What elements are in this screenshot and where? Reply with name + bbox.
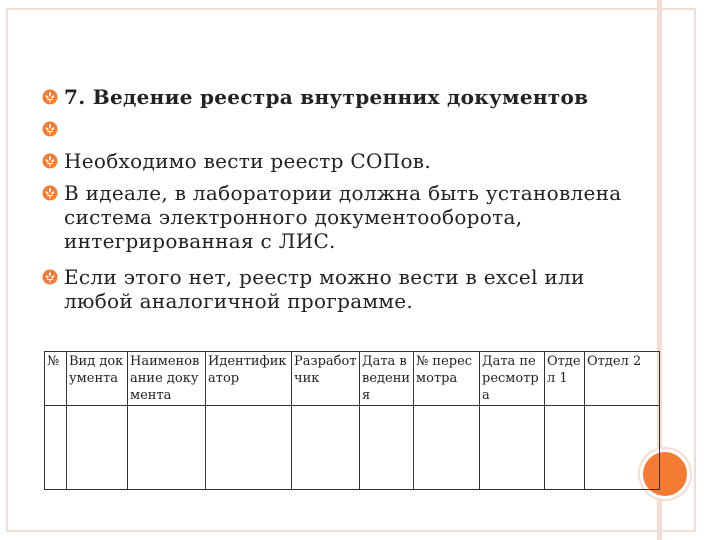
- column-header: Дата пересмотра: [480, 352, 545, 406]
- table-cell[interactable]: [292, 406, 360, 490]
- column-header: Идентификатор: [206, 352, 292, 406]
- table-header-row: [45, 352, 660, 406]
- column-header: Отдел 2: [585, 352, 660, 406]
- table-cell[interactable]: [414, 406, 480, 490]
- column-header: Вид документа: [67, 352, 128, 406]
- table-cell[interactable]: [360, 406, 414, 490]
- table-cell[interactable]: [545, 406, 585, 490]
- document-registry-table: [44, 351, 660, 490]
- table-cell[interactable]: [206, 406, 292, 490]
- table-row: [45, 406, 660, 490]
- bullet-item: [42, 149, 431, 173]
- column-header: Дата введения: [360, 352, 414, 406]
- bullet-item: [42, 181, 622, 253]
- bullet-item: [42, 265, 585, 313]
- bullet-item-title: [42, 85, 588, 109]
- column-header: Разработчик: [292, 352, 360, 406]
- table-cell[interactable]: [128, 406, 206, 490]
- bullet-item-empty: [42, 117, 64, 141]
- fleur-de-lis-icon: [42, 265, 64, 289]
- table-cell[interactable]: [45, 406, 67, 490]
- table-cell[interactable]: [585, 406, 660, 490]
- table-cell[interactable]: [67, 406, 128, 490]
- bullet-text: Если этого нет, реестр можно вести в excel или любой аналогичной программе.: [64, 265, 585, 313]
- fleur-de-lis-icon: [42, 117, 64, 141]
- fleur-de-lis-icon: [42, 85, 64, 109]
- column-header: №: [45, 352, 67, 406]
- table-cell[interactable]: [480, 406, 545, 490]
- column-header: № пересмотра: [414, 352, 480, 406]
- column-header: Отдел 1: [545, 352, 585, 406]
- fleur-de-lis-icon: [42, 149, 64, 173]
- fleur-de-lis-icon: [42, 181, 64, 205]
- bullet-text: 7. Ведение реестра внутренних документов: [64, 85, 589, 109]
- column-header: Наименование документа: [128, 352, 206, 406]
- bullet-text: В идеале, в лаборатории должна быть установлена система электронного документооборота, интегрированная с ЛИС.: [64, 181, 622, 253]
- bullet-text: Необходимо вести реестр СОПов.: [64, 149, 432, 173]
